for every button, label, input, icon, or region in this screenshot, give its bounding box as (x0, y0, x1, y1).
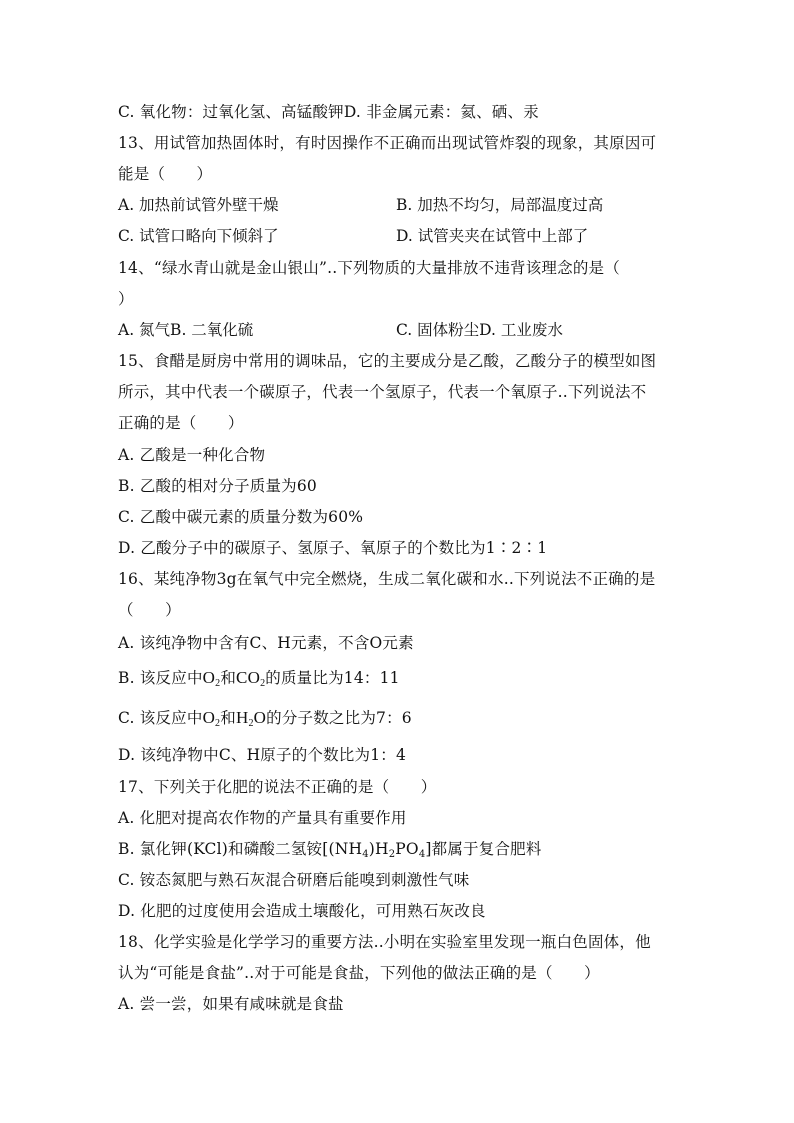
question-18-line-2: 认为“可能是食盐”..对于可能是食盐，下列他的做法正确的是（ ） (118, 964, 600, 982)
option-16-d: D. 该纯净物中C、H原子的个数比为1：4 (118, 746, 407, 764)
question-17: 17、下列关于化肥的说法不正确的是（ ） (118, 778, 437, 796)
option-17-c: C. 铵态氮肥与熟石灰混合研磨后能嗅到刺激性气味 (118, 871, 470, 889)
question-14-line-1: 14、“绿水青山就是金山银山”..下列物质的大量排放不违背该理念的是（ (118, 259, 620, 277)
option-line-12-cd: C. 氧化物：过氧化氢、高锰酸钾D. 非金属元素：氦、硒、汞 (118, 103, 539, 121)
question-14-line-2: ） (118, 290, 134, 308)
question-16-line-2: （ ） (118, 601, 181, 619)
formula-o2: $O_2$ (202, 708, 221, 729)
option-15-d: D. 乙酸分子中的碳原子、氢原子、氧原子的个数比为1∶2∶1 (118, 539, 548, 557)
option-15-b: B. 乙酸的相对分子质量为60 (118, 477, 317, 495)
option-18-a: A. 尝一尝，如果有咸味就是食盐 (118, 995, 344, 1013)
formula-h2o: $H_2O$ (235, 708, 267, 729)
option-17-b: B. 氯化钾(KCl)和磷酸二氢铵$[(NH_4)H_2PO_4]$都属于复合肥料 (118, 840, 542, 860)
question-13-options-cd (118, 225, 678, 247)
option-13-a: A. 加热前试管外壁干燥 (118, 196, 279, 214)
option-14-ab: A. 氮气B. 二氧化硫 (118, 321, 254, 339)
question-18-line-1: 18、化学实验是化学学习的重要方法..小明在实验室里发现一瓶白色固体，他 (118, 933, 651, 951)
option-14-cd: C. 固体粉尘D. 工业废水 (396, 321, 563, 339)
option-15-c: C. 乙酸中碳元素的质量分数为60% (118, 508, 364, 526)
option-17-d: D. 化肥的过度使用会造成土壤酸化，可用熟石灰改良 (118, 902, 486, 920)
question-13-line-1: 13、用试管加热固体时，有时因操作不正确而出现试管炸裂的现象，其原因可 (118, 134, 657, 152)
option-13-b: B. 加热不均匀，局部温度过高 (396, 196, 604, 214)
option-15-a: A. 乙酸是一种化合物 (118, 446, 266, 464)
formula-o2: $O_2$ (202, 668, 221, 689)
question-16-line-1: 16、某纯净物3g在氧气中完全燃烧，生成二氧化碳和水..下列说法不正确的是 (118, 570, 656, 588)
option-16-c: C. 该反应中$O_2$和$H_2O$的分子数之比为7：6 (118, 708, 412, 729)
question-15-line-2: 所示，其中代表一个碳原子，代表一个氢原子，代表一个氧原子..下列说法不 (118, 383, 647, 401)
question-15-line-1: 15、食醋是厨房中常用的调味品，它的主要成分是乙酸，乙酸分子的模型如图 (118, 352, 657, 370)
option-16-b: B. 该反应中$O_2$和$CO_2$的质量比为14：11 (118, 668, 400, 689)
option-17-a: A. 化肥对提高农作物的产量具有重要作用 (118, 809, 407, 827)
question-15-line-3: 正确的是（ ） (118, 414, 244, 432)
option-13-d: D. 试管夹夹在试管中上部了 (396, 227, 589, 245)
option-16-a: A. 该纯净物中含有C、H元素，不含O元素 (118, 634, 414, 652)
question-13-options-ab (118, 194, 678, 216)
question-13-line-2: 能是（ ） (118, 165, 213, 183)
question-14-options (118, 319, 678, 341)
option-13-c: C. 试管口略向下倾斜了 (118, 227, 279, 245)
formula-co2: $CO_2$ (236, 668, 266, 689)
